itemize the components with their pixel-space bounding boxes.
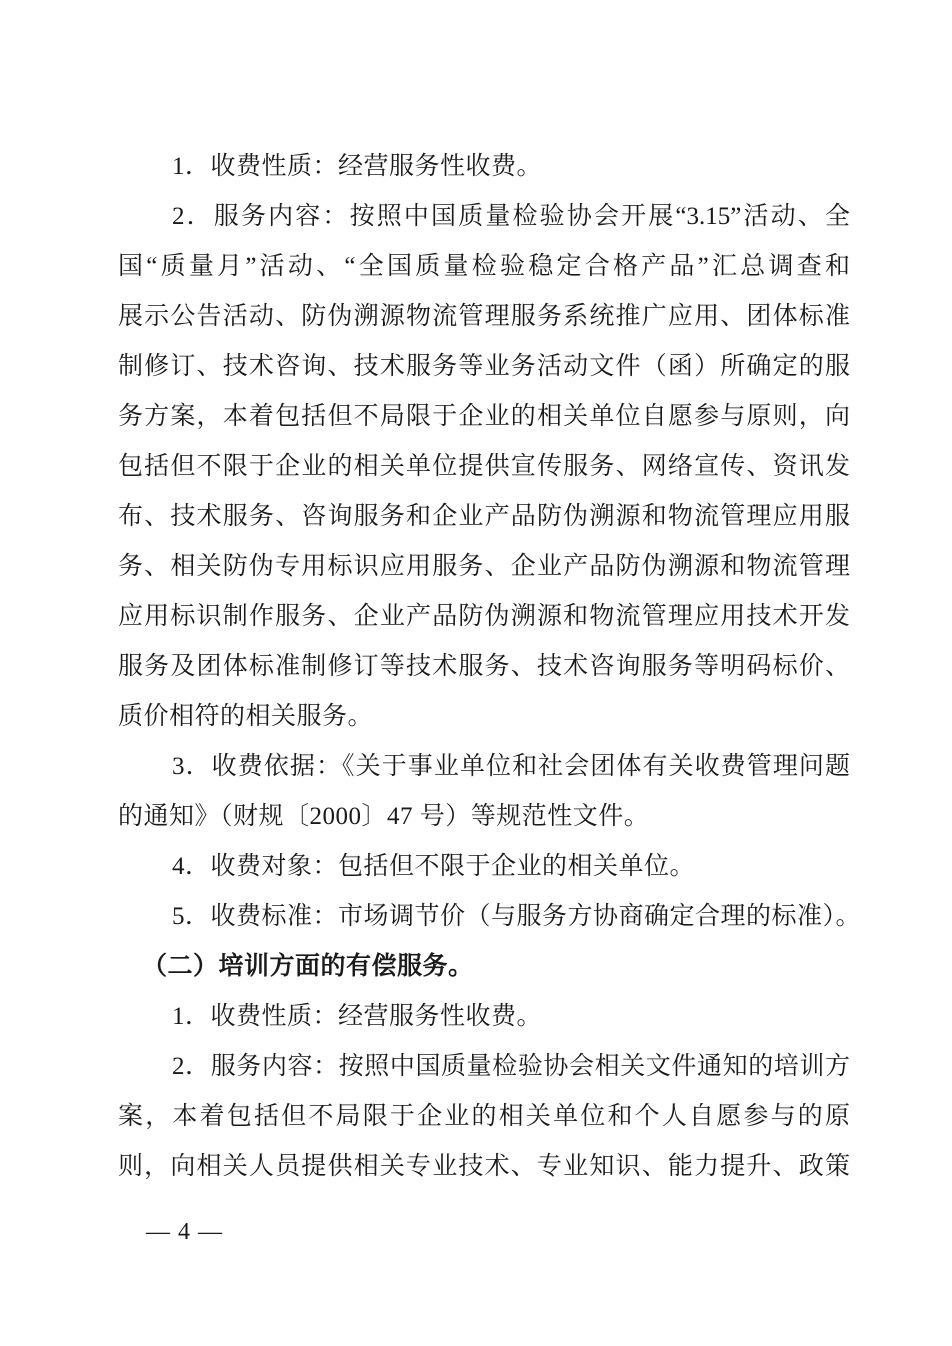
document-line: 2．服务内容：按照中国质量检验协会开展“3.15”活动、全 xyxy=(172,203,850,230)
document-line: 服务及团体标准制修订等技术服务、技术咨询服务等明码标价、 xyxy=(118,653,850,680)
document-line: 制修订、技术咨询、技术服务等业务活动文件（函）所确定的服 xyxy=(118,353,850,380)
document-line: 则，向相关人员提供相关专业技术、专业知识、能力提升、政策 xyxy=(118,1153,850,1180)
section-heading: （二）培训方面的有偿服务。 xyxy=(142,953,474,980)
document-line: 质价相符的相关服务。 xyxy=(118,703,374,730)
document-line: 应用标识制作服务、企业产品防伪溯源和物流管理应用技术开发 xyxy=(118,603,850,630)
page-number xyxy=(146,1207,223,1257)
document-line: 务、相关防伪专用标识应用服务、企业产品防伪溯源和物流管理 xyxy=(118,553,850,580)
document-line: 5．收费标准：市场调节价（与服务方协商确定合理的标准）。 xyxy=(172,903,862,930)
document-line: 1．收费性质：经营服务性收费。 xyxy=(172,1003,543,1030)
document-line: 的通知》（财规〔2000〕47 号）等规范性文件。 xyxy=(118,803,650,830)
document-line: 包括但不限于企业的相关单位提供宣传服务、网络宣传、资讯发 xyxy=(118,453,850,480)
document-line: 3．收费依据：《关于事业单位和社会团体有关收费管理问题 xyxy=(172,753,850,780)
document-line: 务方案，本着包括但不局限于企业的相关单位自愿参与原则，向 xyxy=(118,403,850,430)
document-line: 布、技术服务、咨询服务和企业产品防伪溯源和物流管理应用服 xyxy=(118,503,850,530)
document-body xyxy=(118,142,862,1192)
document-line: 1．收费性质：经营服务性收费。 xyxy=(172,153,543,180)
document-line: 案，本着包括但不局限于企业的相关单位和个人自愿参与的原 xyxy=(118,1103,850,1130)
page-number-label: — 4 — xyxy=(146,1219,223,1245)
document-line: 2．服务内容：按照中国质量检验协会相关文件通知的培训方 xyxy=(172,1053,850,1080)
document-line: 国“质量月”活动、“全国质量检验稳定合格产品”汇总调查和 xyxy=(118,253,850,280)
document-line: 4．收费对象：包括但不限于企业的相关单位。 xyxy=(172,853,696,880)
document-line: 展示公告活动、防伪溯源物流管理服务系统推广应用、团体标准 xyxy=(118,303,850,330)
